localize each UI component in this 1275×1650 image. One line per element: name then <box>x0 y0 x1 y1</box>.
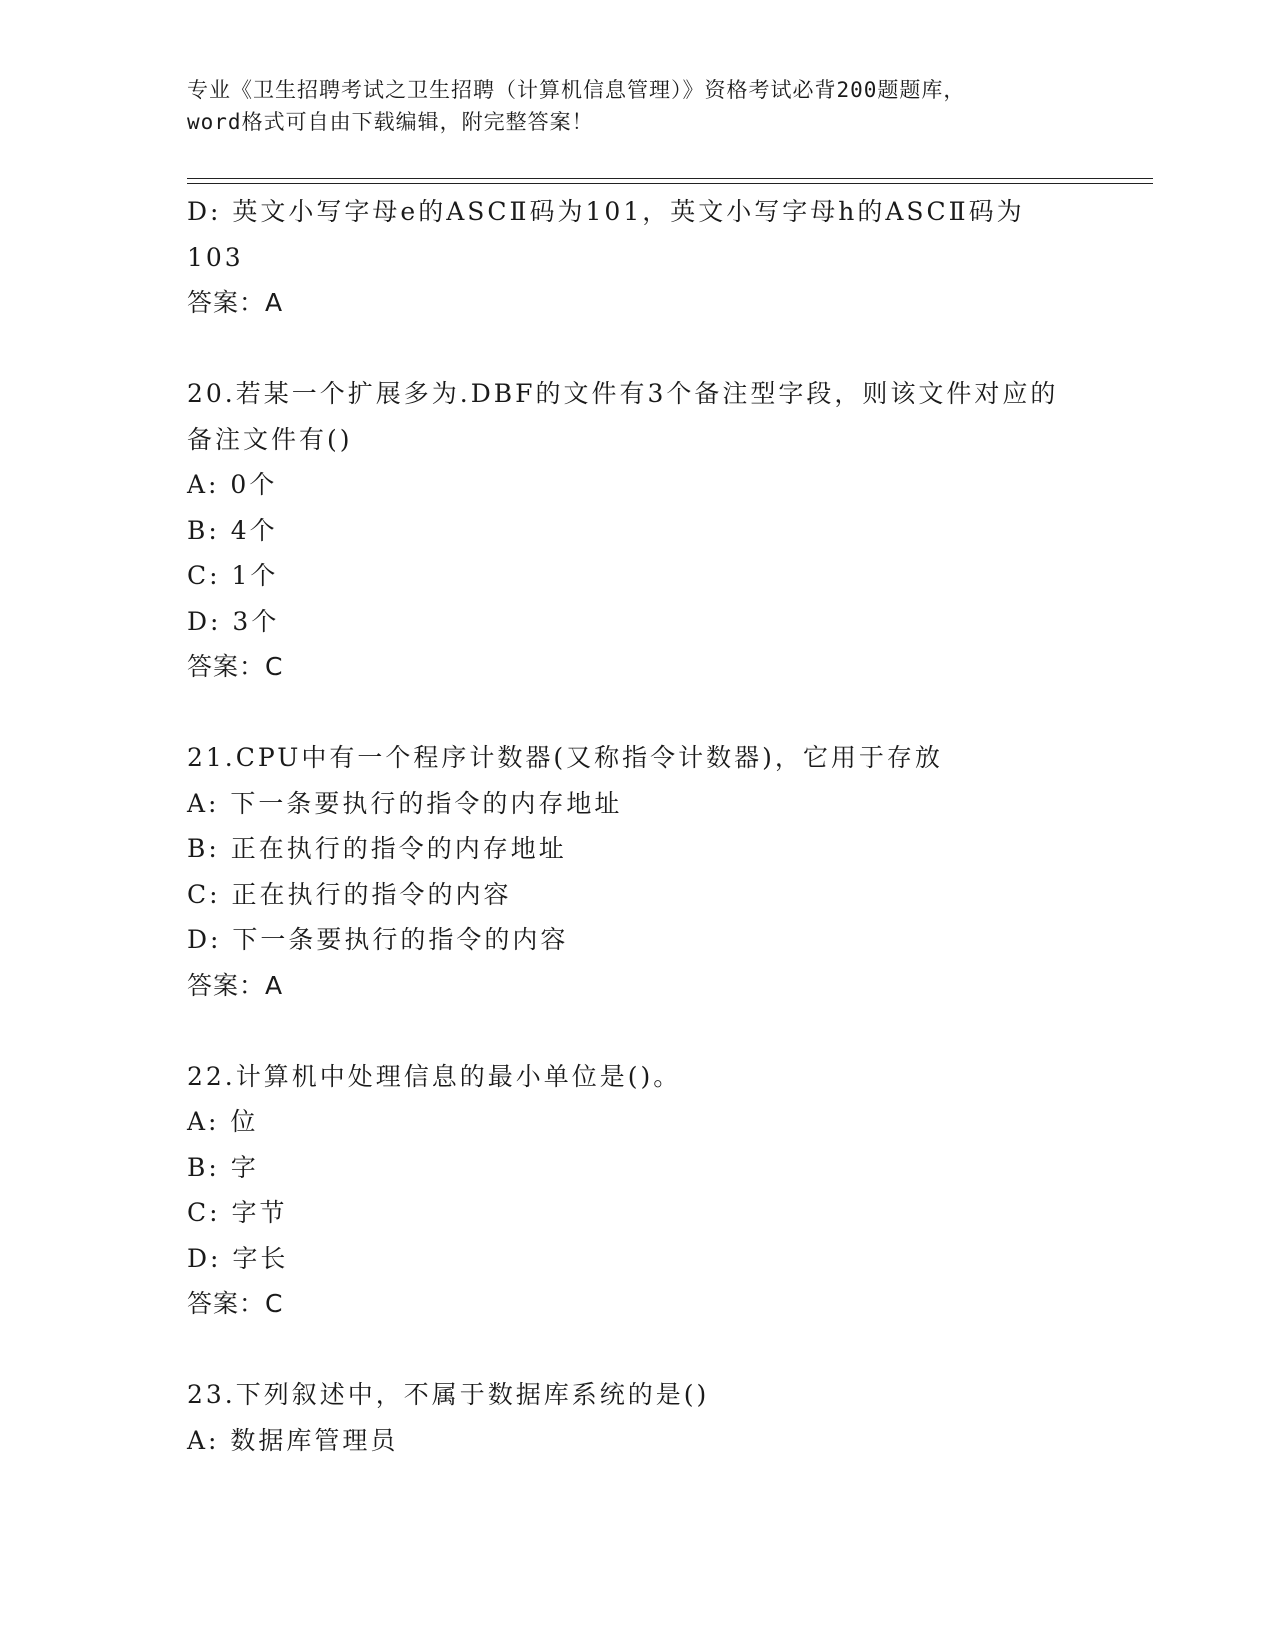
option-a: A: 0个 <box>187 470 278 499</box>
option-d: D: 下一条要执行的指令的内容 <box>187 925 569 954</box>
question-block-22 <box>187 1054 1087 1327</box>
question-block-19 <box>187 189 1087 326</box>
question-stem: 20.若某一个扩展多为.DBF的文件有3个备注型字段，则该文件对应的 <box>187 379 1059 408</box>
option-c: C: 正在执行的指令的内容 <box>187 879 512 909</box>
header-title-line-1: 专业《卫生招聘考试之卫生招聘（计算机信息管理）》资格考试必背200题题库， <box>187 78 966 102</box>
option-d-continued: 103 <box>187 242 244 272</box>
option-d: D: 3个 <box>187 606 280 636</box>
header-divider-bottom <box>187 183 1153 184</box>
option-c: C: 字节 <box>187 1198 288 1227</box>
question-block-21 <box>187 735 1087 1008</box>
answer-line: 答案：A <box>187 288 284 317</box>
option-a: A: 下一条要执行的指令的内存地址 <box>187 788 623 818</box>
question-stem: 22.计算机中处理信息的最小单位是()。 <box>187 1061 682 1091</box>
question-stem: 21.CPU中有一个程序计数器(又称指令计数器)，它用于存放 <box>187 743 943 772</box>
spacer <box>187 326 1087 372</box>
question-stem: 23.下列叙述中，不属于数据库系统的是() <box>187 1380 710 1409</box>
document-header <box>187 74 1087 138</box>
spacer <box>187 1327 1087 1373</box>
spacer <box>187 690 1087 736</box>
option-d: D: 英文小写字母e的ASCⅡ码为101，英文小写字母h的ASCⅡ码为 <box>187 197 1025 226</box>
option-b: B: 4个 <box>187 515 278 545</box>
question-list <box>187 189 1087 1463</box>
option-c: C: 1个 <box>187 561 279 590</box>
answer-line: 答案：A <box>187 970 284 1000</box>
spacer <box>187 1008 1087 1054</box>
option-a: A: 位 <box>187 1107 259 1136</box>
question-block-20 <box>187 371 1087 690</box>
option-b: B: 字 <box>187 1152 259 1182</box>
header-divider-top <box>187 178 1153 179</box>
answer-line: 答案：C <box>187 652 284 681</box>
answer-line: 答案：C <box>187 1289 284 1318</box>
option-d: D: 字长 <box>187 1243 289 1273</box>
question-stem-continued: 备注文件有() <box>187 424 353 454</box>
header-title-line-2: word格式可自由下载编辑，附完整答案！ <box>187 110 594 134</box>
option-a: A: 数据库管理员 <box>187 1425 399 1455</box>
question-block-23 <box>187 1372 1087 1463</box>
option-b: B: 正在执行的指令的内存地址 <box>187 834 567 863</box>
